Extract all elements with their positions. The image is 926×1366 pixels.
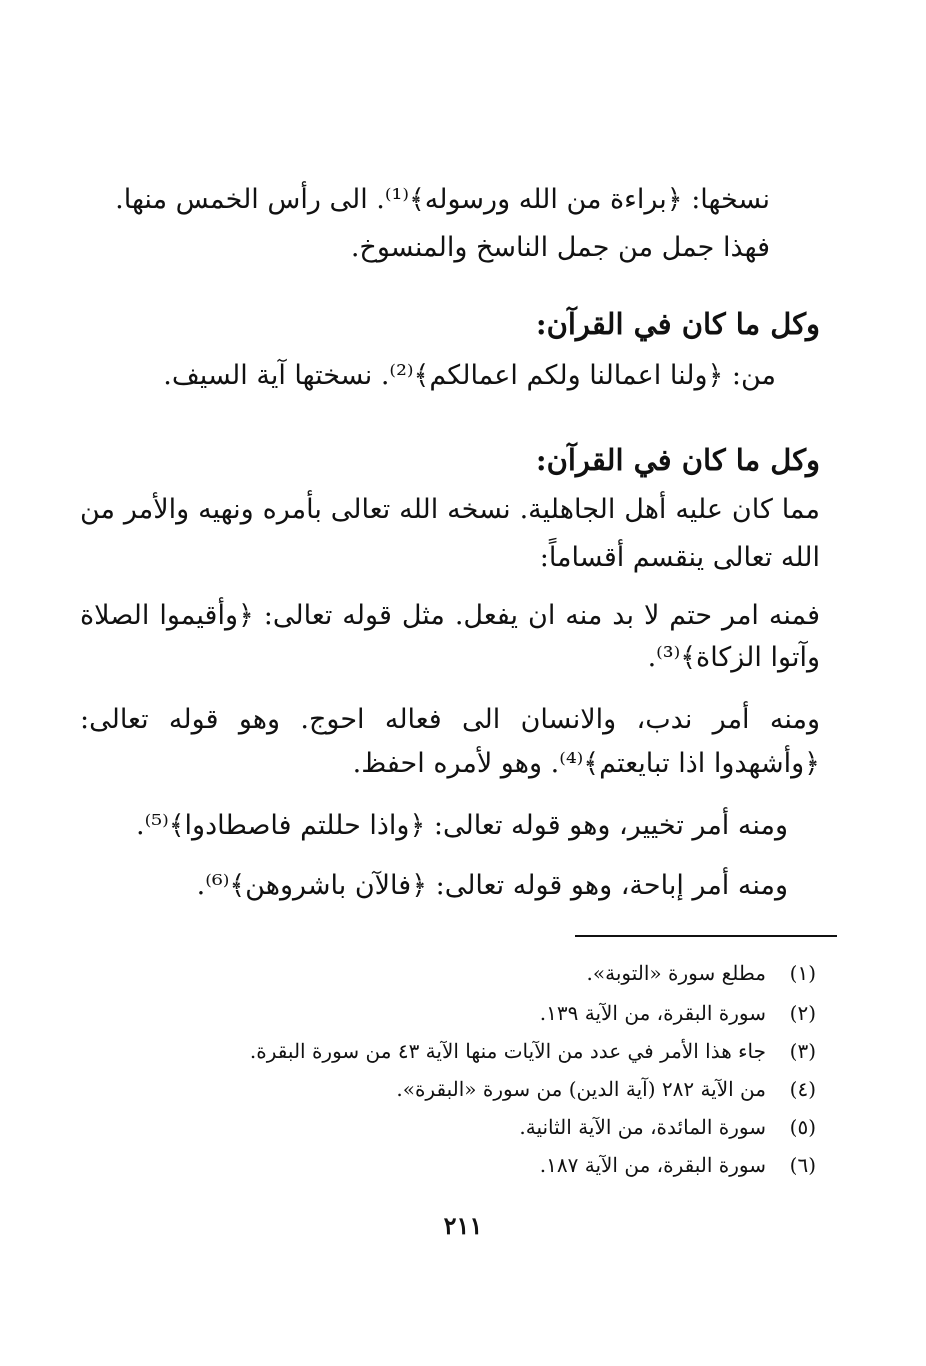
footnote-number: (٣) [789, 1039, 816, 1063]
page-number: ٢١١ [443, 1211, 483, 1240]
text-line: ومنه أمر تخيير، وهو قوله تعالى: ﴿واذا حللتم فاصطادوا﴾⁽⁵⁾. [136, 810, 788, 841]
section-heading: وكل ما كان في القرآن: [535, 443, 820, 477]
footnote-separator [575, 935, 837, 937]
text-line: وآتوا الزكاة﴾⁽³⁾. [647, 642, 820, 673]
text-line: من: ﴿ولنا اعمالنا ولكم اعمالكم﴾⁽²⁾. نسختها آية السيف. [163, 360, 776, 391]
footnote-text: جاء هذا الأمر في عدد من الآيات منها الآية ٤٣ من سورة البقرة. [249, 1039, 766, 1063]
footnote-number: (٢) [789, 1001, 816, 1025]
footnote [540, 998, 816, 1028]
section-heading: وكل ما كان في القرآن: [535, 307, 820, 341]
footnote-text: سورة البقرة، من الآية ١٨٧. [539, 1153, 766, 1177]
footnote-number: (٤) [789, 1077, 816, 1101]
text-line: ﴿وأشهدوا اذا تبايعتم﴾⁽⁴⁾. وهو لأمره احفظ. [352, 748, 820, 779]
footnote-text: سورة البقرة، من الآية ١٣٩. [539, 1001, 766, 1025]
text-line: نسخها: ﴿براءة من الله ورسوله﴾⁽¹⁾. الى رأس الخمس منها. [115, 184, 770, 215]
footnote-text: مطلع سورة «التوبة». [586, 961, 766, 985]
footnote-text: سورة المائدة، من الآية الثانية. [519, 1115, 766, 1139]
footnote-text: من الآية ٢٨٢ (آية الدين) من سورة «البقرة». [396, 1077, 766, 1101]
footnote-number: (٦) [789, 1153, 816, 1177]
footnote-number: (١) [789, 961, 816, 985]
footnote [250, 1036, 816, 1066]
text-line: ومنه أمر إباحة، وهو قوله تعالى: ﴿فالآن باشروهن﴾⁽⁶⁾. [196, 870, 788, 901]
footnote [519, 1112, 816, 1142]
text-line: ومنه أمر ندب، والانسان الى فعاله احوج. وهو قوله تعالى: [80, 704, 820, 735]
footnote [396, 1074, 816, 1104]
text-line: فمنه امر حتم لا بد منه ان يفعل. مثل قوله تعالى: ﴿وأقيموا الصلاة [80, 600, 820, 631]
footnote [587, 958, 816, 988]
text-line: مما كان عليه أهل الجاهلية. نسخه الله تعالى بأمره ونهيه والأمر من [80, 494, 820, 525]
text-line: فهذا جمل من جمل الناسخ والمنسوخ. [350, 232, 770, 263]
text-line: الله تعالى ينقسم أقساماً: [539, 542, 820, 573]
footnote-number: (٥) [789, 1115, 816, 1139]
footnote [540, 1150, 816, 1180]
